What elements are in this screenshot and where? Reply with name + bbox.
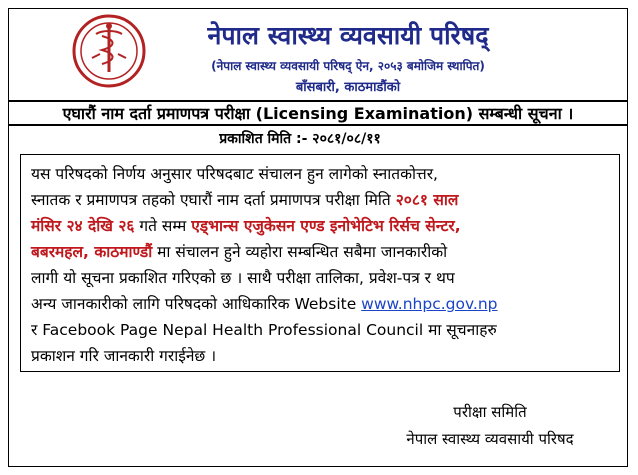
notice-heading-text: एघारौं नाम दर्ता प्रमाणपत्र परीक्षा (Licensing Examination) सम्बन्धी सूचना । xyxy=(62,104,574,123)
body-line-3: मंसिर २४ देखि २६ गते सम्म एड्भान्स एजुकेसन एण्ड इनोभेटिभ रिर्सच सेन्टर, xyxy=(31,217,461,235)
exam-venue-location: बबरमहल, काठमाण्डौं xyxy=(31,243,153,261)
website-link[interactable]: www.nhpc.gov.np xyxy=(361,295,498,313)
published-date: प्रकाशित मिति :- २०८१/०८/११ xyxy=(219,131,381,147)
body-line-5: लागी यो सूचना प्रकाशित गरिएको छ । साथै परीक्षा तालिका, प्रवेश-पत्र र थप xyxy=(31,269,455,287)
signature-committee: परीक्षा समिति xyxy=(453,403,527,421)
body-line-1: यस परिषदको निर्णय अनुसार परिषदबाट संचालन हुन लागेको स्नातकोत्तर, xyxy=(31,165,438,183)
body-line-8: प्रकाशन गरि जानकारी गराईनेछ । xyxy=(31,347,217,365)
signature-council: नेपाल स्वास्थ्य व्यवसायी परिषद xyxy=(406,430,574,448)
body-line-6: अन्य जानकारीको लागि परिषदको आधिकारिक Website www.nhpc.gov.np xyxy=(31,295,498,313)
council-subtitle: (नेपाल स्वास्थ्य व्यवसायी परिषद् ऐन, २०५३ बमोजिम स्थापित) xyxy=(211,59,485,73)
notice-body xyxy=(20,154,620,372)
body-line-7: र Facebook Page Nepal Health Professional Council मा सूचनाहरु xyxy=(31,321,497,339)
notice-heading xyxy=(9,100,627,126)
council-title: नेपाल स्वास्थ्य व्यवसायी परिषद् xyxy=(207,21,489,50)
exam-venue: एड्भान्स एजुकेसन एण्ड इनोभेटिभ रिर्सच सेन्टर, xyxy=(191,217,461,235)
exam-dates: मंसिर २४ देखि २६ xyxy=(31,217,135,235)
council-logo xyxy=(72,14,146,88)
body-line-2: स्नातक र प्रमाणपत्र तहको एघारौं नाम दर्ता प्रमाणपत्र परीक्षा मिति २०८१ साल xyxy=(31,191,459,209)
body-line-4: बबरमहल, काठमाण्डौं मा संचालन हुने व्यहोरा सम्बन्धित सबैमा जानकारीको xyxy=(31,243,448,261)
council-location: बाँसबारी, काठमाडौंको xyxy=(295,80,401,95)
exam-year: २०८१ साल xyxy=(395,191,459,209)
